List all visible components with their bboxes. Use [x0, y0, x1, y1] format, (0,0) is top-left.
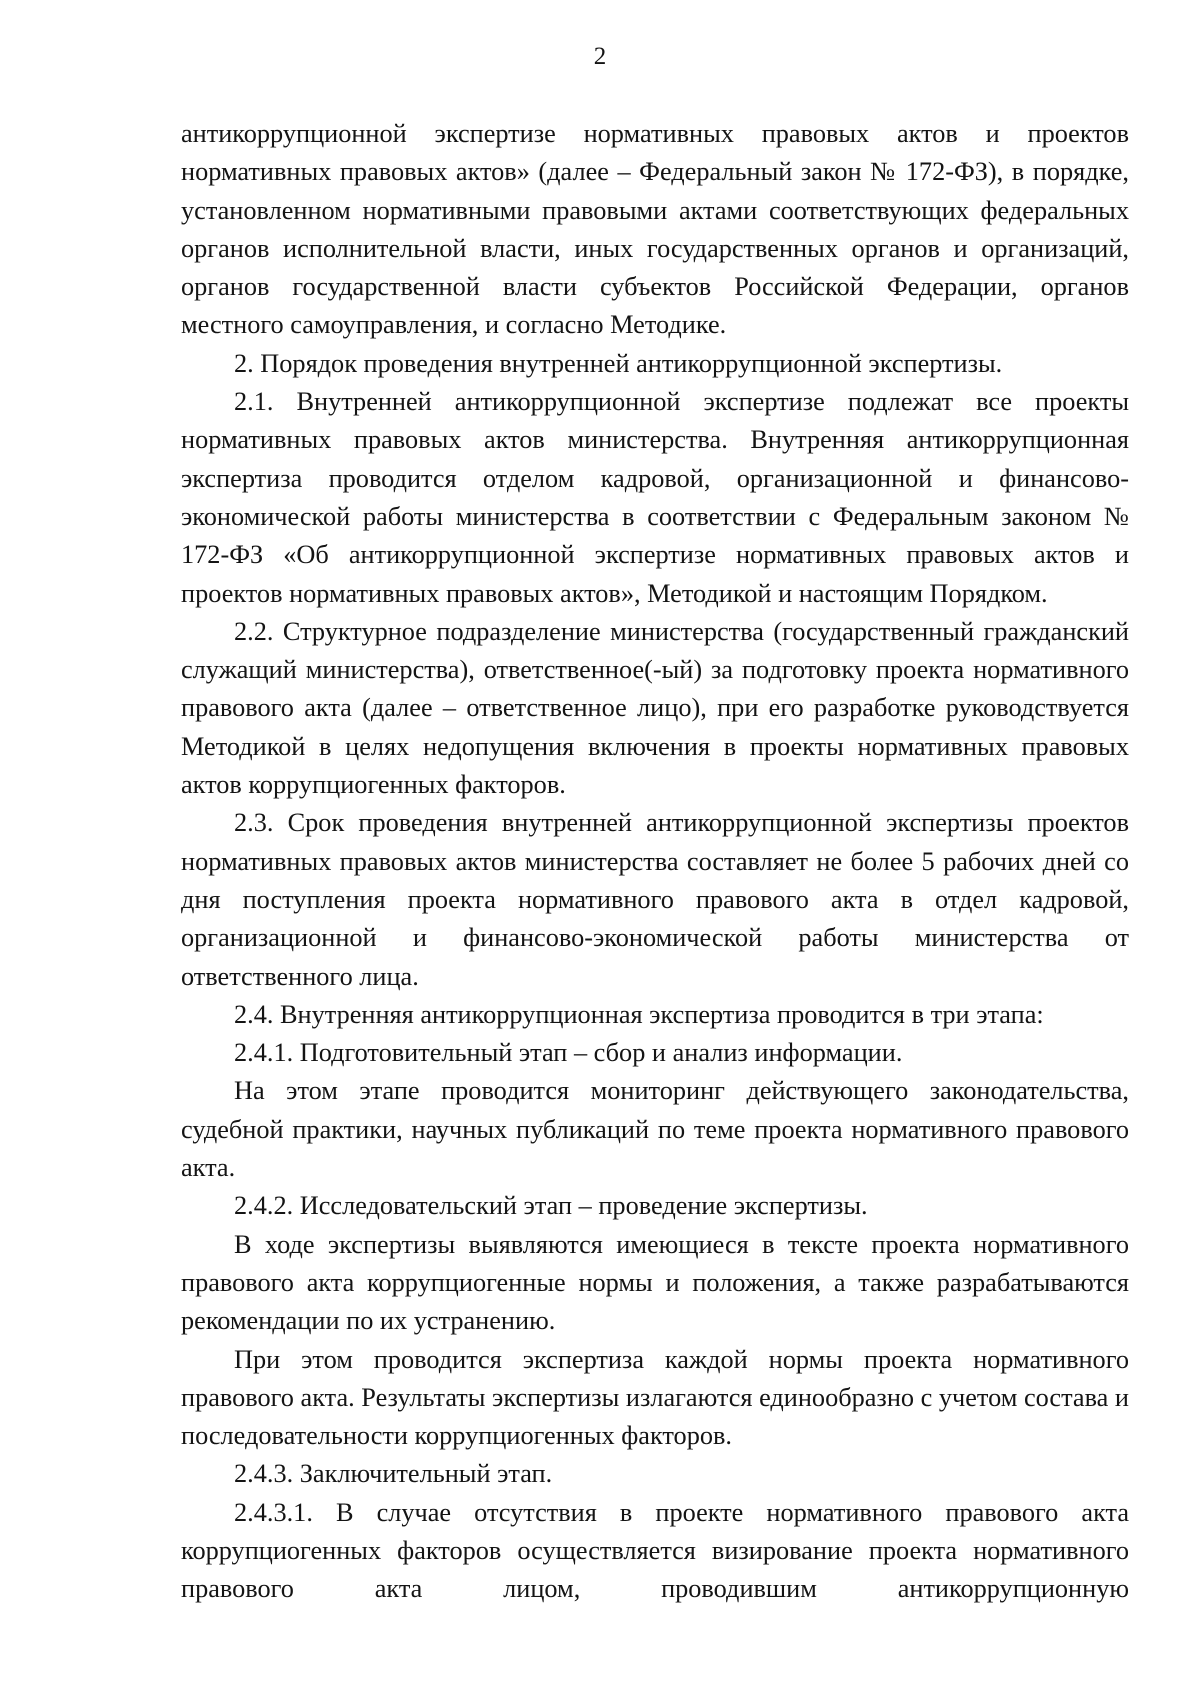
- paragraph-2-4-2: 2.4.2. Исследовательский этап – проведение экспертизы.: [234, 1191, 868, 1221]
- paragraph-2-2: 2.2. Структурное подразделение министерства (государственный гражданский служащий министерства), ответственное(-ый) за подготовку проекта нормативного правового акта (далее – ответственное лицо), при его разработке руководствуется Методикой в целях недопущения включения в проекты нормативных правовых актов коррупциогенных факторов.: [181, 616, 1129, 800]
- section-heading-2: 2. Порядок проведения внутренней антикоррупционной экспертизы.: [234, 348, 1003, 378]
- paragraph-preparatory-stage: На этом этапе проводится мониторинг действующего законодательства, судебной практики, научных публикаций по теме проекта нормативного правового акта.: [181, 1076, 1129, 1183]
- paragraph-research-stage: В ходе экспертизы выявляются имеющиеся в тексте проекта нормативного правового акта коррупциогенные нормы и положения, а также разрабатываются рекомендации по их устранению.: [181, 1229, 1129, 1336]
- document-body: [181, 115, 1129, 1609]
- paragraph-2-1: 2.1. Внутренней антикоррупционной экспертизе подлежат все проекты нормативных правовых актов министерства. Внутренняя антикоррупционная экспертиза проводится отделом кадровой, организационной и финансово-экономической работы министерства в соответствии с Федеральным законом № 172-ФЗ «Об антикоррупционной экспертизе нормативных правовых актов и проектов нормативных правовых актов», Методикой и настоящим Порядком.: [181, 387, 1129, 608]
- paragraph-2-4-3-1: 2.4.3.1. В случае отсутствия в проекте нормативного правового акта коррупциогенных факторов осуществляется визирование проекта нормативного правового акта лицом, проводившим антикоррупционную: [181, 1497, 1129, 1604]
- paragraph-2-4-1: 2.4.1. Подготовительный этап – сбор и анализ информации.: [234, 1038, 903, 1068]
- paragraph-expertise-results: При этом проводится экспертиза каждой нормы проекта нормативного правового акта. Результаты экспертизы излагаются единообразно с учетом состава и последовательности коррупциогенных факторов.: [181, 1344, 1129, 1451]
- paragraph-2-4-3: 2.4.3. Заключительный этап.: [234, 1459, 553, 1489]
- paragraph-2-3: 2.3. Срок проведения внутренней антикоррупционной экспертизы проектов нормативных правовых актов министерства составляет не более 5 рабочих дней со дня поступления проекта нормативного правового акта в отдел кадровой, организационной и финансово-экономической работы министерства от ответственного лица.: [181, 808, 1129, 991]
- paragraph-continuation: антикоррупционной экспертизе нормативных правовых актов и проектов нормативных правовых актов» (далее – Федеральный закон № 172-ФЗ), в порядке, установленном нормативными правовыми актами соответствующих федеральных органов исполнительной власти, иных государственных органов и организаций, органов государственной власти субъектов Российской Федерации, органов местного самоуправления, и согласно Методике.: [181, 119, 1129, 340]
- page-number: 2: [593, 43, 607, 70]
- paragraph-2-4: 2.4. Внутренняя антикоррупционная экспертиза проводится в три этапа:: [234, 999, 1044, 1029]
